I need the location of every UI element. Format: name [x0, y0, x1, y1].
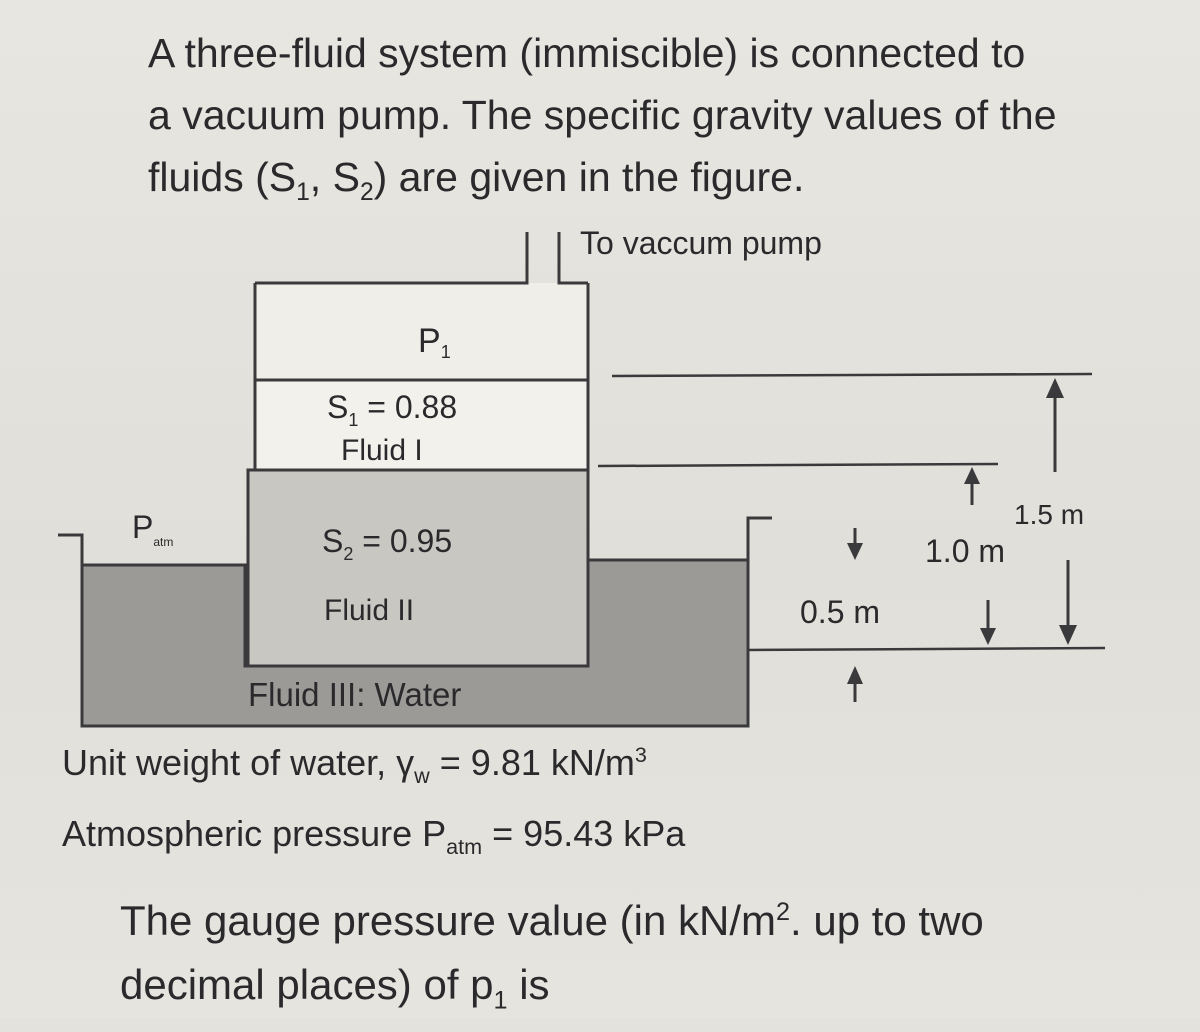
fluid2-layer	[248, 470, 588, 666]
question-line-1: The gauge pressure value (in $kN/m^2$. up to two	[120, 897, 984, 944]
intro-line-1: A three-fluid system (immiscible) is connected to	[148, 30, 1026, 76]
question-line-2: decimal places) of $p_1$ is	[120, 961, 550, 1015]
dim-mid-arrow-up	[964, 467, 980, 484]
fluid1-label: Fluid I	[341, 434, 423, 467]
unit-weight-line: Unit weight of water, $\gamma_w = 9.81$ $kN/m^3$	[62, 742, 647, 789]
atm-pressure-line: Atmospheric pressure $P_{atm} = 95.43$ kPa	[62, 813, 686, 860]
level-line-bottom	[748, 648, 1105, 650]
dim-mid-label: 1.0 m	[925, 533, 1006, 569]
pump-label: To vaccum pump	[580, 225, 822, 261]
dim-mid-arrow-down	[980, 628, 996, 645]
level-line-interface	[598, 464, 998, 466]
intro-line-2: a vacuum pump. The specific gravity values of the	[148, 92, 1057, 138]
level-line-top	[612, 374, 1092, 376]
given-values	[62, 726, 685, 876]
intro-line-3: fluids ($S_1$, $S_2$) are given in the figure.	[148, 154, 805, 207]
patm-label: $P_{atm}$	[132, 509, 174, 549]
question-text	[120, 880, 1180, 1032]
p1-label: P1	[418, 322, 451, 362]
dim-large-label: 1.5 m	[1014, 499, 1085, 530]
dim-large-arrow-down	[1059, 625, 1077, 645]
s1-label: $S_1 = 0.88$	[327, 389, 458, 430]
fluid3-label: Fluid III: Water	[248, 676, 462, 713]
dim-large-arrow-up	[1046, 378, 1064, 398]
dim-small-arrow-up	[847, 666, 863, 684]
left-reservoir-rim	[58, 535, 82, 565]
dim-small-arrow-down	[847, 543, 863, 560]
right-reservoir-rim	[748, 518, 772, 560]
tank-top-left	[255, 232, 527, 283]
dim-small-label: 0.5 m	[800, 594, 881, 630]
s2-label: $S_2 = 0.95$	[322, 523, 453, 564]
fluid2-label: Fluid II	[324, 594, 415, 627]
